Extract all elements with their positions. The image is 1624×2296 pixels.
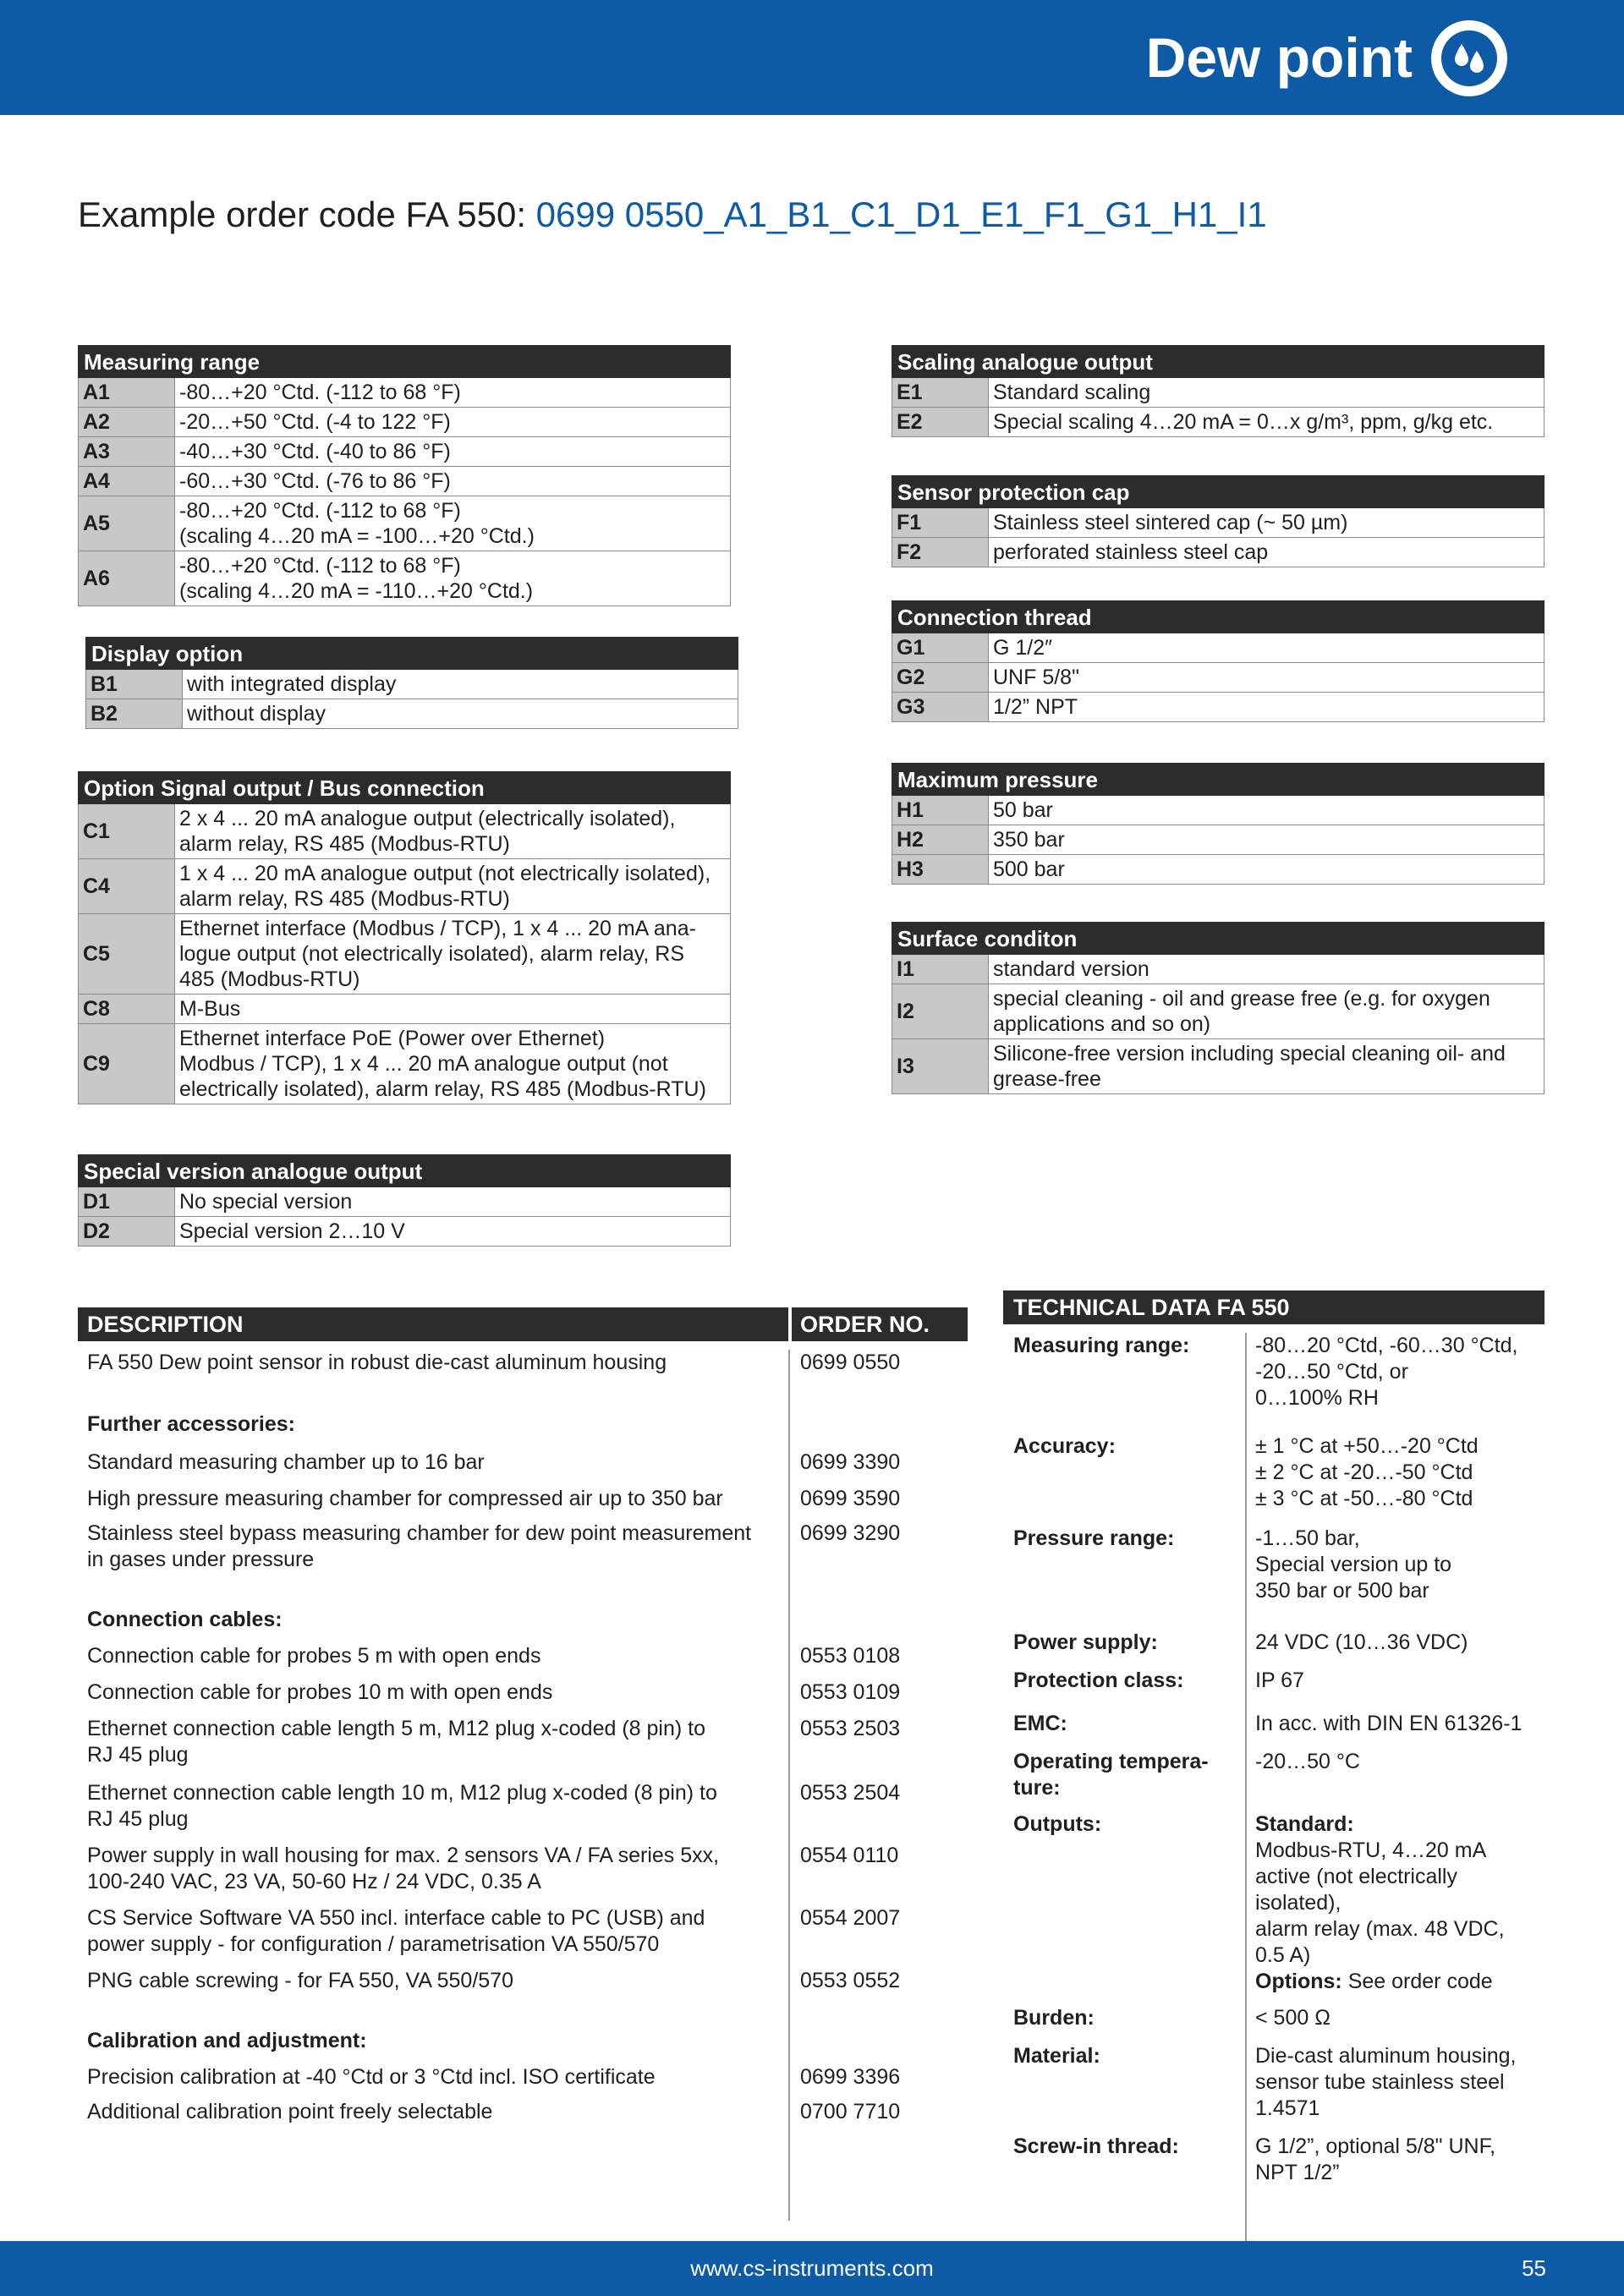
table-row [892, 633, 1544, 663]
tech-row [1003, 1526, 1544, 1604]
option-code: D1 [79, 1187, 175, 1217]
option-description: Silicone-free version including special cleaning oil- and grease-free [989, 1039, 1544, 1094]
option-code: H1 [892, 796, 989, 825]
option-code: I2 [892, 984, 989, 1039]
table-row [78, 1780, 968, 1833]
option-description: UNF 5/8" [989, 663, 1544, 693]
option-code: A4 [79, 467, 175, 496]
table-row [79, 859, 731, 914]
tech-value: Die-cast aluminum housing, sensor tube stainless steel 1.4571 [1255, 2044, 1517, 2120]
connection-thread-table [892, 600, 1544, 722]
option-description: -80…+20 °Ctd. (-112 to 68 °F) [175, 378, 731, 408]
option-code: C8 [79, 995, 175, 1024]
option-description: -20…+50 °Ctd. (-4 to 122 °F) [175, 408, 731, 437]
page-number: 55 [1522, 2255, 1546, 2281]
tech-label: Outputs: [1013, 1812, 1102, 1836]
table-row [79, 551, 731, 606]
table-row [86, 670, 738, 699]
option-description: without display [183, 699, 738, 729]
tech-value: -20…50 °C [1255, 1750, 1360, 1773]
item-description: High pressure measuring chamber for compressed air up to 350 bar [87, 1487, 723, 1510]
tech-row [1003, 1711, 1544, 1737]
option-description: -40…+30 °Ctd. (-40 to 86 °F) [175, 437, 731, 467]
tech-label: Accuracy: [1013, 1434, 1116, 1458]
table-row [892, 1039, 1544, 1094]
tech-row [1003, 2134, 1544, 2186]
option-code: I1 [892, 955, 989, 984]
order-code-value: 0699 0550_A1_B1_C1_D1_E1_F1_G1_H1_I1 [535, 195, 1267, 234]
measuring-range-table [78, 345, 731, 606]
tech-value: 24 VDC (10…36 VDC) [1255, 1630, 1468, 1654]
item-description: Connection cable for probes 5 m with open ends [87, 1644, 541, 1668]
table-title: Connection thread [892, 601, 1544, 633]
tech-value: G 1/2”, optional 5/8" UNF, NPT 1/2” [1255, 2134, 1496, 2184]
table-row [892, 508, 1544, 538]
table-row [78, 2099, 968, 2125]
table-row [892, 408, 1544, 437]
table-row [892, 538, 1544, 567]
table-row [79, 437, 731, 467]
option-code: A1 [79, 378, 175, 408]
order-number: 0553 0109 [800, 1680, 901, 1704]
option-code: C5 [79, 914, 175, 995]
table-title: Special version analogue output [79, 1155, 731, 1187]
tech-label: EMC: [1013, 1712, 1067, 1735]
table-row [78, 1643, 968, 1669]
order-number: 0700 7710 [800, 2100, 901, 2123]
option-description: 50 bar [989, 796, 1544, 825]
footer-url[interactable]: www.cs-instruments.com [690, 2255, 934, 2281]
page-title: Dew point [1145, 26, 1413, 89]
tech-row [1003, 1630, 1544, 1656]
order-number: 0553 2504 [800, 1781, 901, 1805]
table-row [79, 914, 731, 995]
table-row [78, 1486, 968, 1512]
order-number: 0553 0552 [800, 1969, 901, 1992]
tech-row [1003, 1333, 1544, 1411]
table-row [79, 995, 731, 1024]
page-header [0, 0, 1624, 115]
option-code: E2 [892, 408, 989, 437]
order-number [788, 2028, 968, 2054]
tech-label: Power supply: [1013, 1630, 1158, 1654]
sensor-cap-table [892, 475, 1544, 567]
maximum-pressure-table [892, 763, 1544, 885]
order-number: 0699 3290 [800, 1521, 901, 1545]
table-row [892, 855, 1544, 885]
order-number: 0553 0108 [800, 1644, 901, 1668]
option-code: A6 [79, 551, 175, 606]
option-code: A2 [79, 408, 175, 437]
table-row [78, 1716, 968, 1768]
order-code-label: Example order code FA 550: [78, 195, 526, 234]
table-row [79, 467, 731, 496]
option-description: 350 bar [989, 825, 1544, 855]
option-code: A3 [79, 437, 175, 467]
table-row [78, 1521, 968, 1573]
option-code: F1 [892, 508, 989, 538]
order-number: 0553 2503 [800, 1717, 901, 1740]
option-code: G2 [892, 663, 989, 693]
option-code: H2 [892, 825, 989, 855]
table-row [78, 1968, 968, 1994]
table-row [79, 408, 731, 437]
item-description: Additional calibration point freely selectable [87, 2100, 493, 2123]
item-description: Connection cables: [87, 1608, 283, 1631]
tech-value: -1…50 bar, Special version up to 350 bar or 500 bar [1255, 1526, 1452, 1603]
option-code: B2 [86, 699, 183, 729]
table-row [892, 796, 1544, 825]
tech-label: Material: [1013, 2044, 1100, 2068]
order-number: 0699 3590 [800, 1487, 901, 1510]
technical-data-title: TECHNICAL DATA FA 550 [1003, 1290, 1544, 1324]
tech-value: < 500 Ω [1255, 2006, 1330, 2030]
tech-label: Operating tempera- ture: [1013, 1750, 1209, 1800]
section-heading [78, 2028, 968, 2054]
tech-row [1003, 1811, 1544, 1995]
tech-value: -80…20 °Ctd, -60…30 °Ctd, -20…50 °Ctd, or 0…100% RH [1255, 1334, 1518, 1410]
table-row [79, 1024, 731, 1104]
option-description: Special scaling 4…20 mA = 0…x g/m³, ppm, g/kg etc. [989, 408, 1544, 437]
order-number: 0699 3390 [800, 1450, 901, 1474]
option-description: -80…+20 °Ctd. (-112 to 68 °F) (scaling 4…20 mA = -100…+20 °Ctd.) [175, 496, 731, 551]
item-description: Standard measuring chamber up to 16 bar [87, 1450, 485, 1474]
option-description: special cleaning - oil and grease free (e.g. for oxygen applications and so on) [989, 984, 1544, 1039]
option-code: I3 [892, 1039, 989, 1094]
table-row [79, 804, 731, 859]
tech-row [1003, 2043, 1544, 2122]
option-description: perforated stainless steel cap [989, 538, 1544, 567]
option-description: G 1/2″ [989, 633, 1544, 663]
item-description: CS Service Software VA 550 incl. interface cable to PC (USB) and power supply - for configuration / parametrisation VA 550/570 [87, 1906, 705, 1956]
tech-value: ± 1 °C at +50…-20 °Ctd ± 2 °C at -20…-50 °Ctd ± 3 °C at -50…-80 °Ctd [1255, 1434, 1479, 1510]
option-description: Ethernet interface PoE (Power over Ethernet) Modbus / TCP), 1 x 4 ... 20 mA analogue output (not electrically isolated), alarm relay, RS 485 (Modbus-RTU) [175, 1024, 731, 1104]
item-description: Power supply in wall housing for max. 2 sensors VA / FA series 5xx, 100-240 VAC, 23 VA, 50-60 Hz / 24 VDC, 0.35 A [87, 1844, 720, 1893]
option-description: 500 bar [989, 855, 1544, 885]
item-description: Stainless steel bypass measuring chamber for dew point measurement in gases under pressure [87, 1521, 752, 1571]
description-header: DESCRIPTION [78, 1307, 788, 1341]
order-code-headline [78, 191, 1267, 238]
order-number [788, 1607, 968, 1633]
section-heading [78, 1411, 968, 1438]
description-table [78, 1307, 968, 2125]
order-number: 0554 0110 [800, 1844, 899, 1867]
option-description: M-Bus [175, 995, 731, 1024]
tech-row [1003, 1749, 1544, 1801]
option-description: 1 x 4 ... 20 mA analogue output (not electrically isolated), alarm relay, RS 485 (Modbus-RTU) [175, 859, 731, 914]
tech-label: Screw-in thread: [1013, 2134, 1179, 2158]
table-title: Sensor protection cap [892, 476, 1544, 508]
technical-data-table [1003, 1290, 1544, 2186]
table-title: Maximum pressure [892, 764, 1544, 796]
special-version-table [78, 1154, 731, 1247]
table-row [79, 378, 731, 408]
tech-value: Standard: Modbus-RTU, 4…20 mA active (not electrically isolated), alarm relay (max. 48 VDC, 0.5 A) Options: See order code [1255, 1812, 1505, 1993]
table-title: Surface conditon [892, 923, 1544, 955]
item-description: Precision calibration at -40 °Ctd or 3 °Ctd incl. ISO certificate [87, 2065, 656, 2089]
option-code: F2 [892, 538, 989, 567]
item-description: Connection cable for probes 10 m with open ends [87, 1680, 553, 1704]
table-row [86, 699, 738, 729]
table-title: Measuring range [79, 346, 731, 378]
order-number: 0699 3396 [800, 2065, 901, 2089]
table-title: Option Signal output / Bus connection [79, 772, 731, 804]
option-description: 1/2” NPT [989, 693, 1544, 722]
option-description: 2 x 4 ... 20 mA analogue output (electrically isolated), alarm relay, RS 485 (Modbus-RTU) [175, 804, 731, 859]
page-footer [0, 2241, 1624, 2296]
signal-output-table [78, 771, 731, 1104]
table-row [78, 1449, 968, 1476]
tech-value: In acc. with DIN EN 61326-1 [1255, 1712, 1522, 1735]
option-code: C1 [79, 804, 175, 859]
option-description: standard version [989, 955, 1544, 984]
item-description: Further accessories: [87, 1412, 295, 1436]
table-row [78, 2064, 968, 2091]
item-description: PNG cable screwing - for FA 550, VA 550/570 [87, 1969, 513, 1992]
option-code: H3 [892, 855, 989, 885]
option-code: D2 [79, 1217, 175, 1247]
option-code: G3 [892, 693, 989, 722]
item-description: Ethernet connection cable length 10 m, M12 plug x-coded (8 pin) to RJ 45 plug [87, 1781, 717, 1831]
option-description: Ethernet interface (Modbus / TCP), 1 x 4 ... 20 mA ana- logue output (not electrically isolated), alarm relay, RS 485 (Modbus-RTU) [175, 914, 731, 995]
table-row [78, 1905, 968, 1958]
table-row [892, 378, 1544, 408]
tech-value: IP 67 [1255, 1669, 1304, 1692]
option-description: -60…+30 °Ctd. (-76 to 86 °F) [175, 467, 731, 496]
item-description: FA 550 Dew point sensor in robust die-cast aluminum housing [87, 1351, 667, 1374]
order-no-header: ORDER NO. [792, 1307, 968, 1341]
table-row [79, 1217, 731, 1247]
table-row [79, 496, 731, 551]
option-description: Stainless steel sintered cap (~ 50 µm) [989, 508, 1544, 538]
surface-condition-table [892, 922, 1544, 1094]
table-title: Display option [86, 638, 738, 670]
water-drops-icon [1431, 20, 1507, 96]
item-description: Calibration and adjustment: [87, 2029, 367, 2052]
option-description: -80…+20 °Ctd. (-112 to 68 °F) (scaling 4…20 mA = -110…+20 °Ctd.) [175, 551, 731, 606]
tech-label: Pressure range: [1013, 1526, 1175, 1550]
option-description: Standard scaling [989, 378, 1544, 408]
option-description: Special version 2…10 V [175, 1217, 731, 1247]
option-description: with integrated display [183, 670, 738, 699]
option-code: G1 [892, 633, 989, 663]
table-row [892, 825, 1544, 855]
table-title: Scaling analogue output [892, 346, 1544, 378]
option-code: B1 [86, 670, 183, 699]
table-row [78, 1680, 968, 1706]
option-code: C4 [79, 859, 175, 914]
table-row [79, 1187, 731, 1217]
option-description: No special version [175, 1187, 731, 1217]
tech-label: Protection class: [1013, 1669, 1184, 1692]
tech-row [1003, 1668, 1544, 1694]
table-row [892, 955, 1544, 984]
item-description: Ethernet connection cable length 5 m, M12 plug x-coded (8 pin) to RJ 45 plug [87, 1717, 705, 1767]
order-number: 0554 2007 [800, 1906, 901, 1930]
tech-label: Burden: [1013, 2006, 1095, 2030]
table-row [892, 693, 1544, 722]
order-number [788, 1411, 968, 1438]
table-row [892, 663, 1544, 693]
order-number: 0699 0550 [800, 1351, 901, 1374]
scaling-output-table [892, 345, 1544, 437]
table-row [78, 1843, 968, 1895]
option-code: C9 [79, 1024, 175, 1104]
display-option-table [85, 637, 738, 729]
table-row [78, 1350, 968, 1376]
section-heading [78, 1607, 968, 1633]
tech-row [1003, 1433, 1544, 1512]
option-code: E1 [892, 378, 989, 408]
option-code: A5 [79, 496, 175, 551]
table-row [892, 984, 1544, 1039]
tech-row [1003, 2005, 1544, 2031]
tech-label: Measuring range: [1013, 1334, 1190, 1357]
